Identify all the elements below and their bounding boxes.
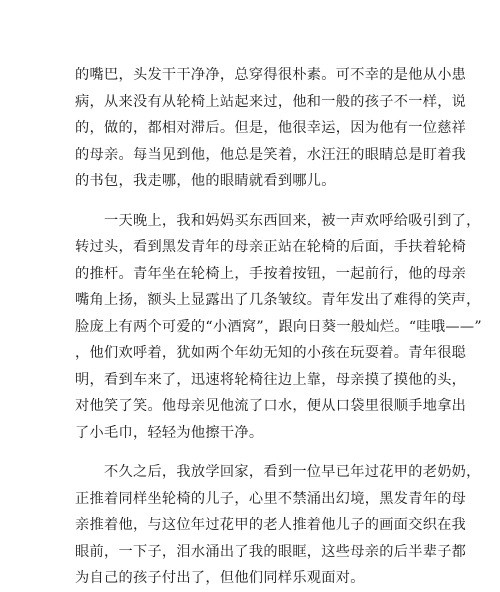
text-line: 眼前，一下子，泪水涌出了我的眼眶，这些母亲的后半辈子都 bbox=[75, 543, 467, 560]
text-line: 嘴角上扬，额头上显露出了几条皱纹。青年发出了难得的笑声， bbox=[75, 292, 481, 308]
text-line: 的，做的，都相对滞后。但是，他很幸运，因为他有一位慈祥 bbox=[75, 120, 467, 136]
paragraph-1 bbox=[75, 62, 467, 195]
text-line: 脸庞上有两个可爱的“小酒窝”，跟向日葵一般灿烂。“哇哦——” bbox=[75, 318, 482, 335]
text-line: ，他们欢呼着，犹如两个年幼无知的小孩在玩耍着。青年很聪 bbox=[75, 345, 467, 361]
text-line: 一天晚上，我和妈妈买东西回来，被一声欢呼给吸引到了， bbox=[75, 212, 481, 229]
text-line: 的母亲。每当见到他，他总是笑着，水汪汪的眼睛总是盯着我 bbox=[75, 146, 467, 163]
paragraph-3 bbox=[75, 459, 481, 592]
text-line: 转过头，看到黑发青年的母亲正站在轮椅的后面，手扶着轮椅 bbox=[75, 239, 467, 255]
text-line: 亲推着他，与这位年过花甲的老人推着他儿子的画面交织在我 bbox=[75, 517, 467, 533]
text-line: 正推着同样坐轮椅的儿子，心里不禁涌出幻境，黑发青年的母 bbox=[75, 490, 467, 507]
essay-body bbox=[75, 62, 482, 592]
text-line: 的推杆。青年坐在轮椅上，手按着按钮，一起前行，他的母亲 bbox=[75, 265, 467, 282]
paragraph-2 bbox=[75, 208, 482, 447]
text-line: 对他笑了笑。他母亲见他流了口水，便从口袋里很顺手地拿出 bbox=[75, 398, 467, 414]
paragraph-spacer bbox=[75, 195, 425, 208]
text-line: 明，看到车来了，迅速将轮椅往边上靠，母亲摸了摸他的头， bbox=[75, 371, 467, 388]
text-line: 的书包，我走哪，他的眼睛就看到哪儿。 bbox=[75, 173, 336, 189]
text-line: 了小毛巾，轻轻为他擦干净。 bbox=[75, 424, 264, 441]
text-line: 的嘴巴，头发干干净净，总穿得很朴素。可不幸的是他从小患 bbox=[75, 67, 467, 83]
paragraph-spacer bbox=[75, 446, 425, 459]
text-line: 不久之后，我放学回家，看到一位早已年过花甲的老奶奶， bbox=[75, 464, 481, 480]
text-line: 为自己的孩子付出了，但他们同样乐观面对。 bbox=[75, 570, 365, 586]
text-line: 病，从来没有从轮椅上站起来过，他和一般的孩子不一样，说 bbox=[75, 93, 467, 110]
